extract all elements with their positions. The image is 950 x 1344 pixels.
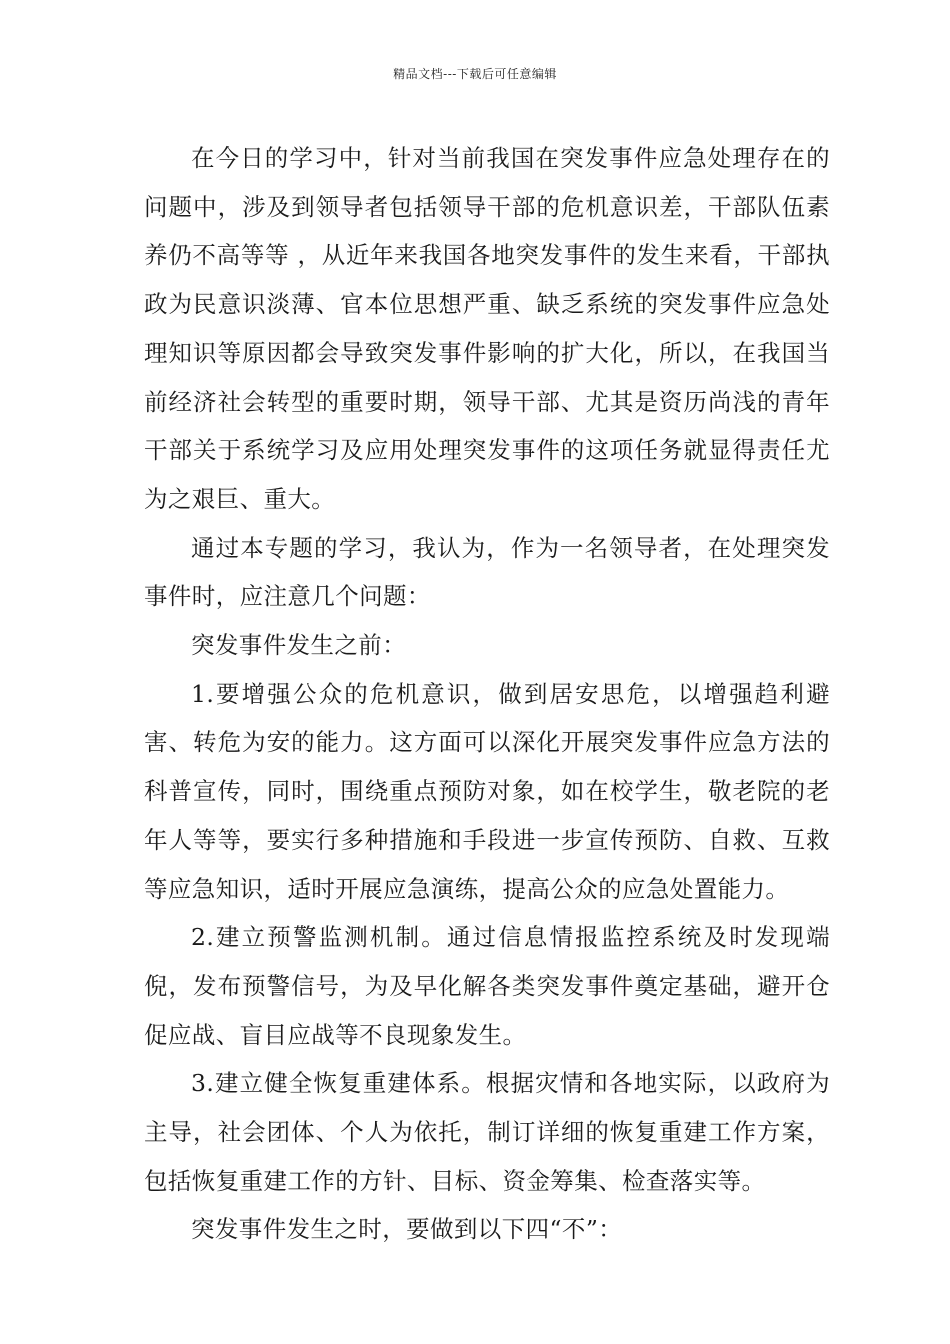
page-header: 精品文档---下载后可任意编辑: [393, 67, 557, 81]
paragraph-before-heading: 突发事件发生之前：: [191, 631, 407, 660]
paragraph-item-3: 3.建立健全恢复重建体系。根据灾情和各地实际，以政府为主导，社会团体、个人为依托，制订详细的恢复重建工作方案，包括恢复重建工作的方针、目标、资金筹集、检查落实等。: [144, 1069, 830, 1195]
paragraph-lead: 通过本专题的学习，我认为，作为一名领导者，在处理突发事件时，应注意几个问题：: [144, 533, 830, 611]
document-body: [144, 134, 830, 1254]
paragraph-item-1: 1.要增强公众的危机意识，做到居安思危，以增强趋利避害、转危为安的能力。这方面可以深化开展突发事件应急方法的科普宣传，同时，围绕重点预防对象，如在校学生，敬老院的老年人等等，要实行多种措施和手段进一步宣传预防、自救、互救等应急知识，适时开展应急演练，提高公众的应急处置能力。: [144, 679, 830, 903]
paragraph-during-heading: 突发事件发生之时，要做到以下四“不”：: [191, 1215, 623, 1244]
paragraph-intro: 在今日的学习中，针对当前我国在突发事件应急处理存在的问题中，涉及到领导者包括领导干部的危机意识差，干部队伍素养仍不高等等 ，从近年来我国各地突发事件的发生来看，干部执政为民意识淡薄、官本位思想严重、缺乏系统的突发事件应急处理知识等原因都会导致突发事件影响的扩大化，所以，在我国当前经济社会转型的重要时期，领导干部、尤其是资历尚浅的青年干部关于系统学习及应用处理突发事件的这项任务就显得责任尤为之艰巨、重大。: [144, 144, 830, 513]
paragraph-item-2: 2.建立预警监测机制。通过信息情报监控系统及时发现端倪，发布预警信号，为及早化解各类突发事件奠定基础，避开仓促应战、盲目应战等不良现象发生。: [144, 923, 830, 1049]
